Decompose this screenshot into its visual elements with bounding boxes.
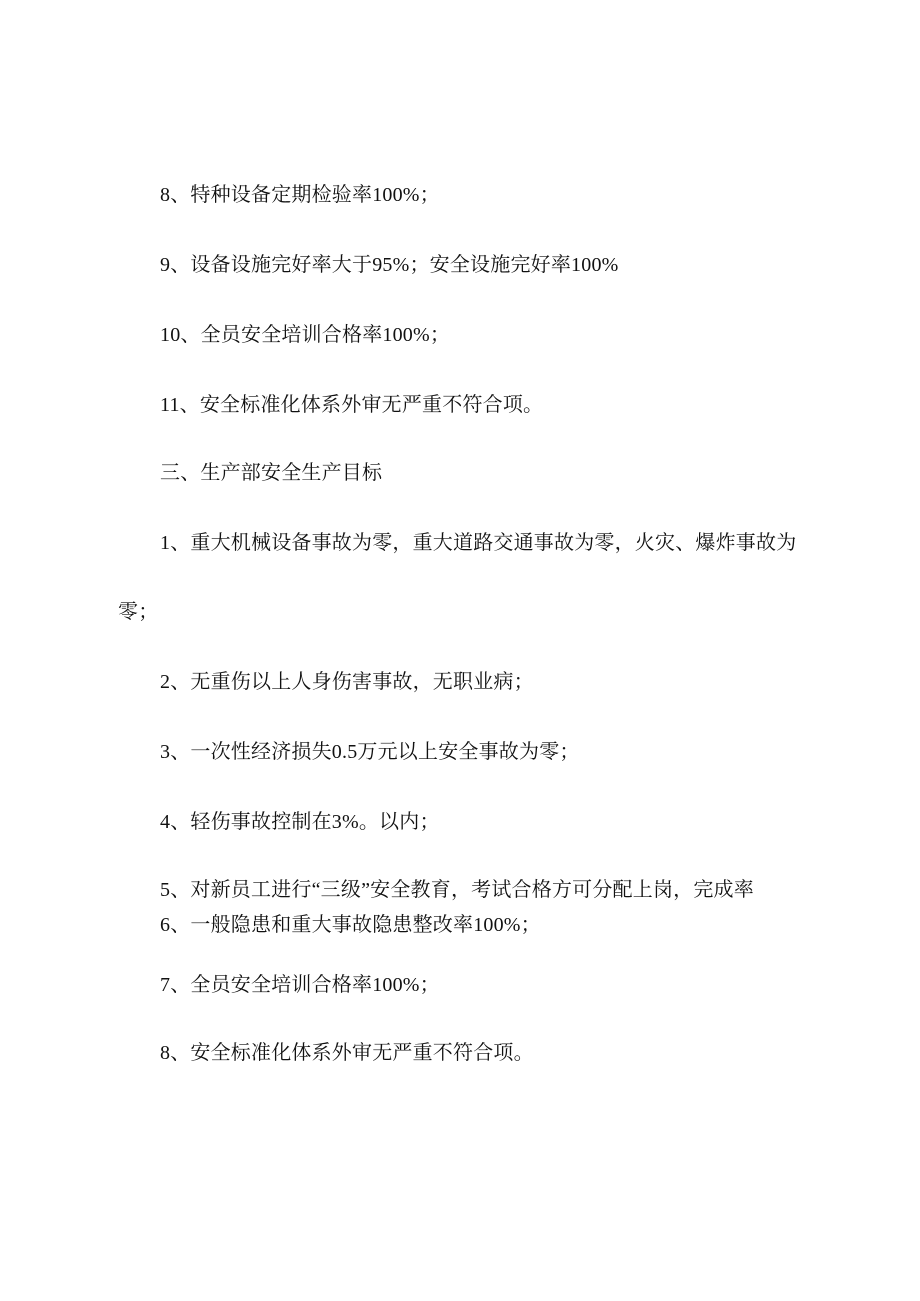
item-2-no-serious-injury: 2、无重伤以上人身伤害事故，无职业病； <box>160 671 534 693</box>
item-1-continuation: 零； <box>118 601 159 623</box>
item-8-standardization-audit: 8、安全标准化体系外审无严重不符合项。 <box>160 1042 534 1064</box>
item-4-minor-injury-control: 4、轻伤事故控制在3%。以内； <box>160 811 440 833</box>
item-9-equipment-facilities-rate: 9、设备设施完好率大于95%；安全设施完好率100% <box>160 254 619 276</box>
item-3-economic-loss-zero: 3、一次性经济损失0.5万元以上安全事故为零； <box>160 741 580 763</box>
item-10-staff-training-pass-rate: 10、全员安全培训合格率100%； <box>160 324 451 346</box>
section-heading-production-dept: 三、生产部安全生产目标 <box>160 462 383 484</box>
item-1-major-accidents-zero: 1、重大机械设备事故为零，重大道路交通事故为零，火灾、爆炸事故为 <box>160 532 797 554</box>
item-8-special-equipment-inspection: 8、特种设备定期检验率100%； <box>160 184 440 206</box>
item-6-hazard-rectification: 6、一般隐患和重大事故隐患整改率100%； <box>160 914 541 936</box>
item-5-new-employee-education: 5、对新员工进行“三级”安全教育，考试合格方可分配上岗，完成率 <box>160 879 754 901</box>
item-7-staff-training-pass-rate: 7、全员安全培训合格率100%； <box>160 974 440 996</box>
item-11-standardization-audit: 11、安全标准化体系外审无严重不符合项。 <box>160 394 544 416</box>
